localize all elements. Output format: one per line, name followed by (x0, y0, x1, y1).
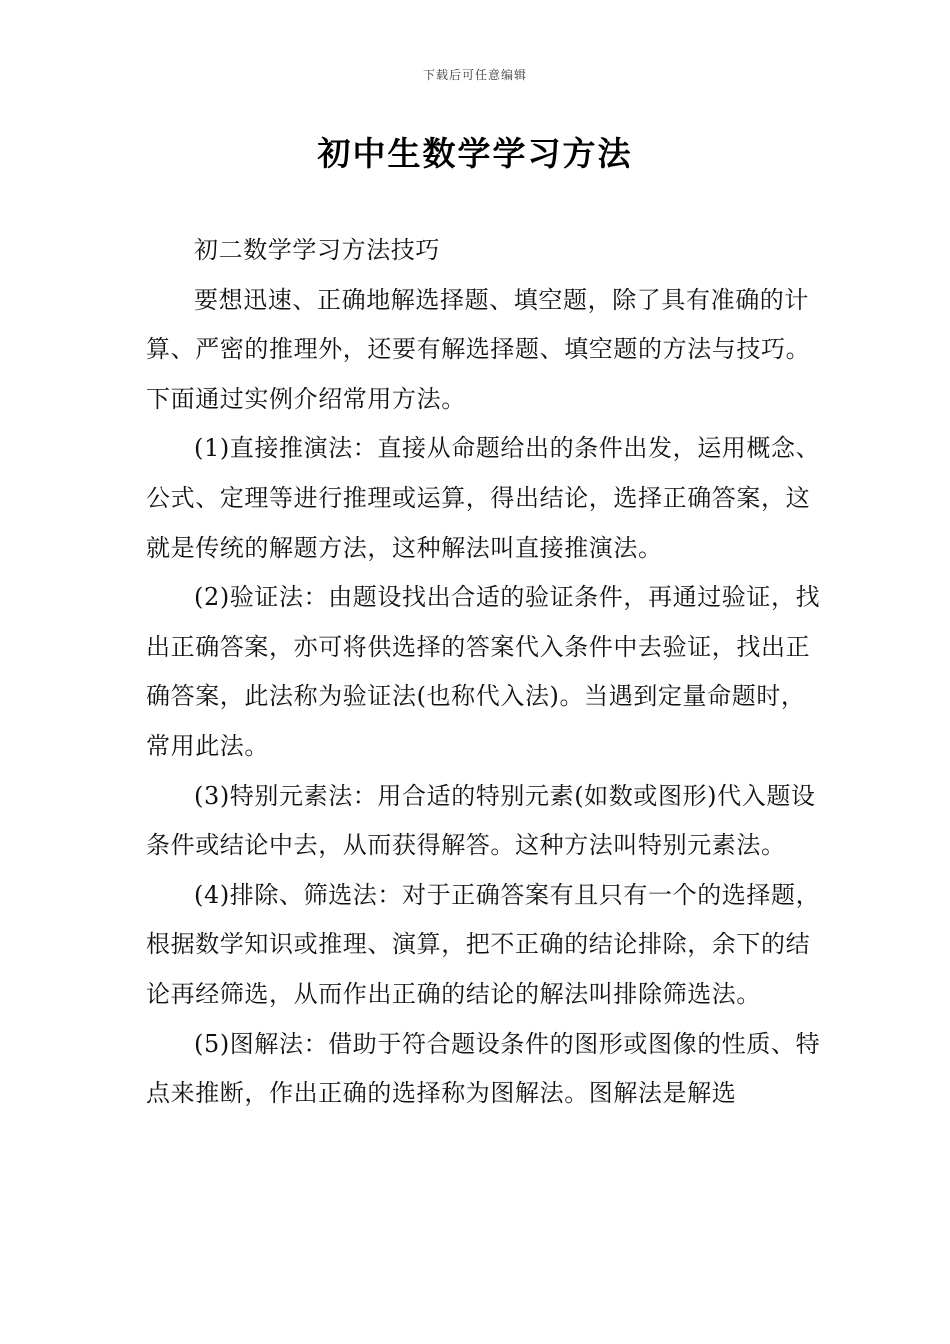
paragraph-method-1: (1)直接推演法：直接从命题给出的条件出发，运用概念、公式、定理等进行推理或运算，得出结论，选择正确答案，这就是传统的解题方法，这种解法叫直接推演法。 (146, 434, 821, 562)
paragraph-method-3: (3)特别元素法：用合适的特别元素(如数或图形)代入题设条件或结论中去，从而获得解答。这种方法叫特别元素法。 (146, 781, 816, 860)
paragraph-method-2: (2)验证法：由题设找出合适的验证条件，再通过验证，找出正确答案，亦可将供选择的答案代入条件中去验证，找出正确答案，此法称为验证法(也称代入法)。当遇到定量命题时，常用此法。 (146, 583, 821, 760)
section-subheading: 初二数学学习方法技巧 (194, 236, 440, 264)
header-note: 下载后可任意编辑 (422, 68, 527, 82)
page-title: 初中生数学学习方法 (317, 134, 633, 173)
paragraph-method-4: (4)排除、筛选法：对于正确答案有且只有一个的选择题，根据数学知识或推理、演算，把不正确的结论排除，余下的结论再经筛选，从而作出正确的结论的解法叫排除筛选法。 (146, 880, 821, 1008)
document-body (146, 226, 826, 1119)
paragraph-method-5: (5)图解法：借助于符合题设条件的图形或图像的性质、特点来推断，作出正确的选择称为图解法。图解法是解选 (146, 1029, 821, 1108)
paragraph-intro: 要想迅速、正确地解选择题、填空题，除了具有准确的计算、严密的推理外，还要有解选择题、填空题的方法与技巧。下面通过实例介绍常用方法。 (146, 285, 811, 413)
